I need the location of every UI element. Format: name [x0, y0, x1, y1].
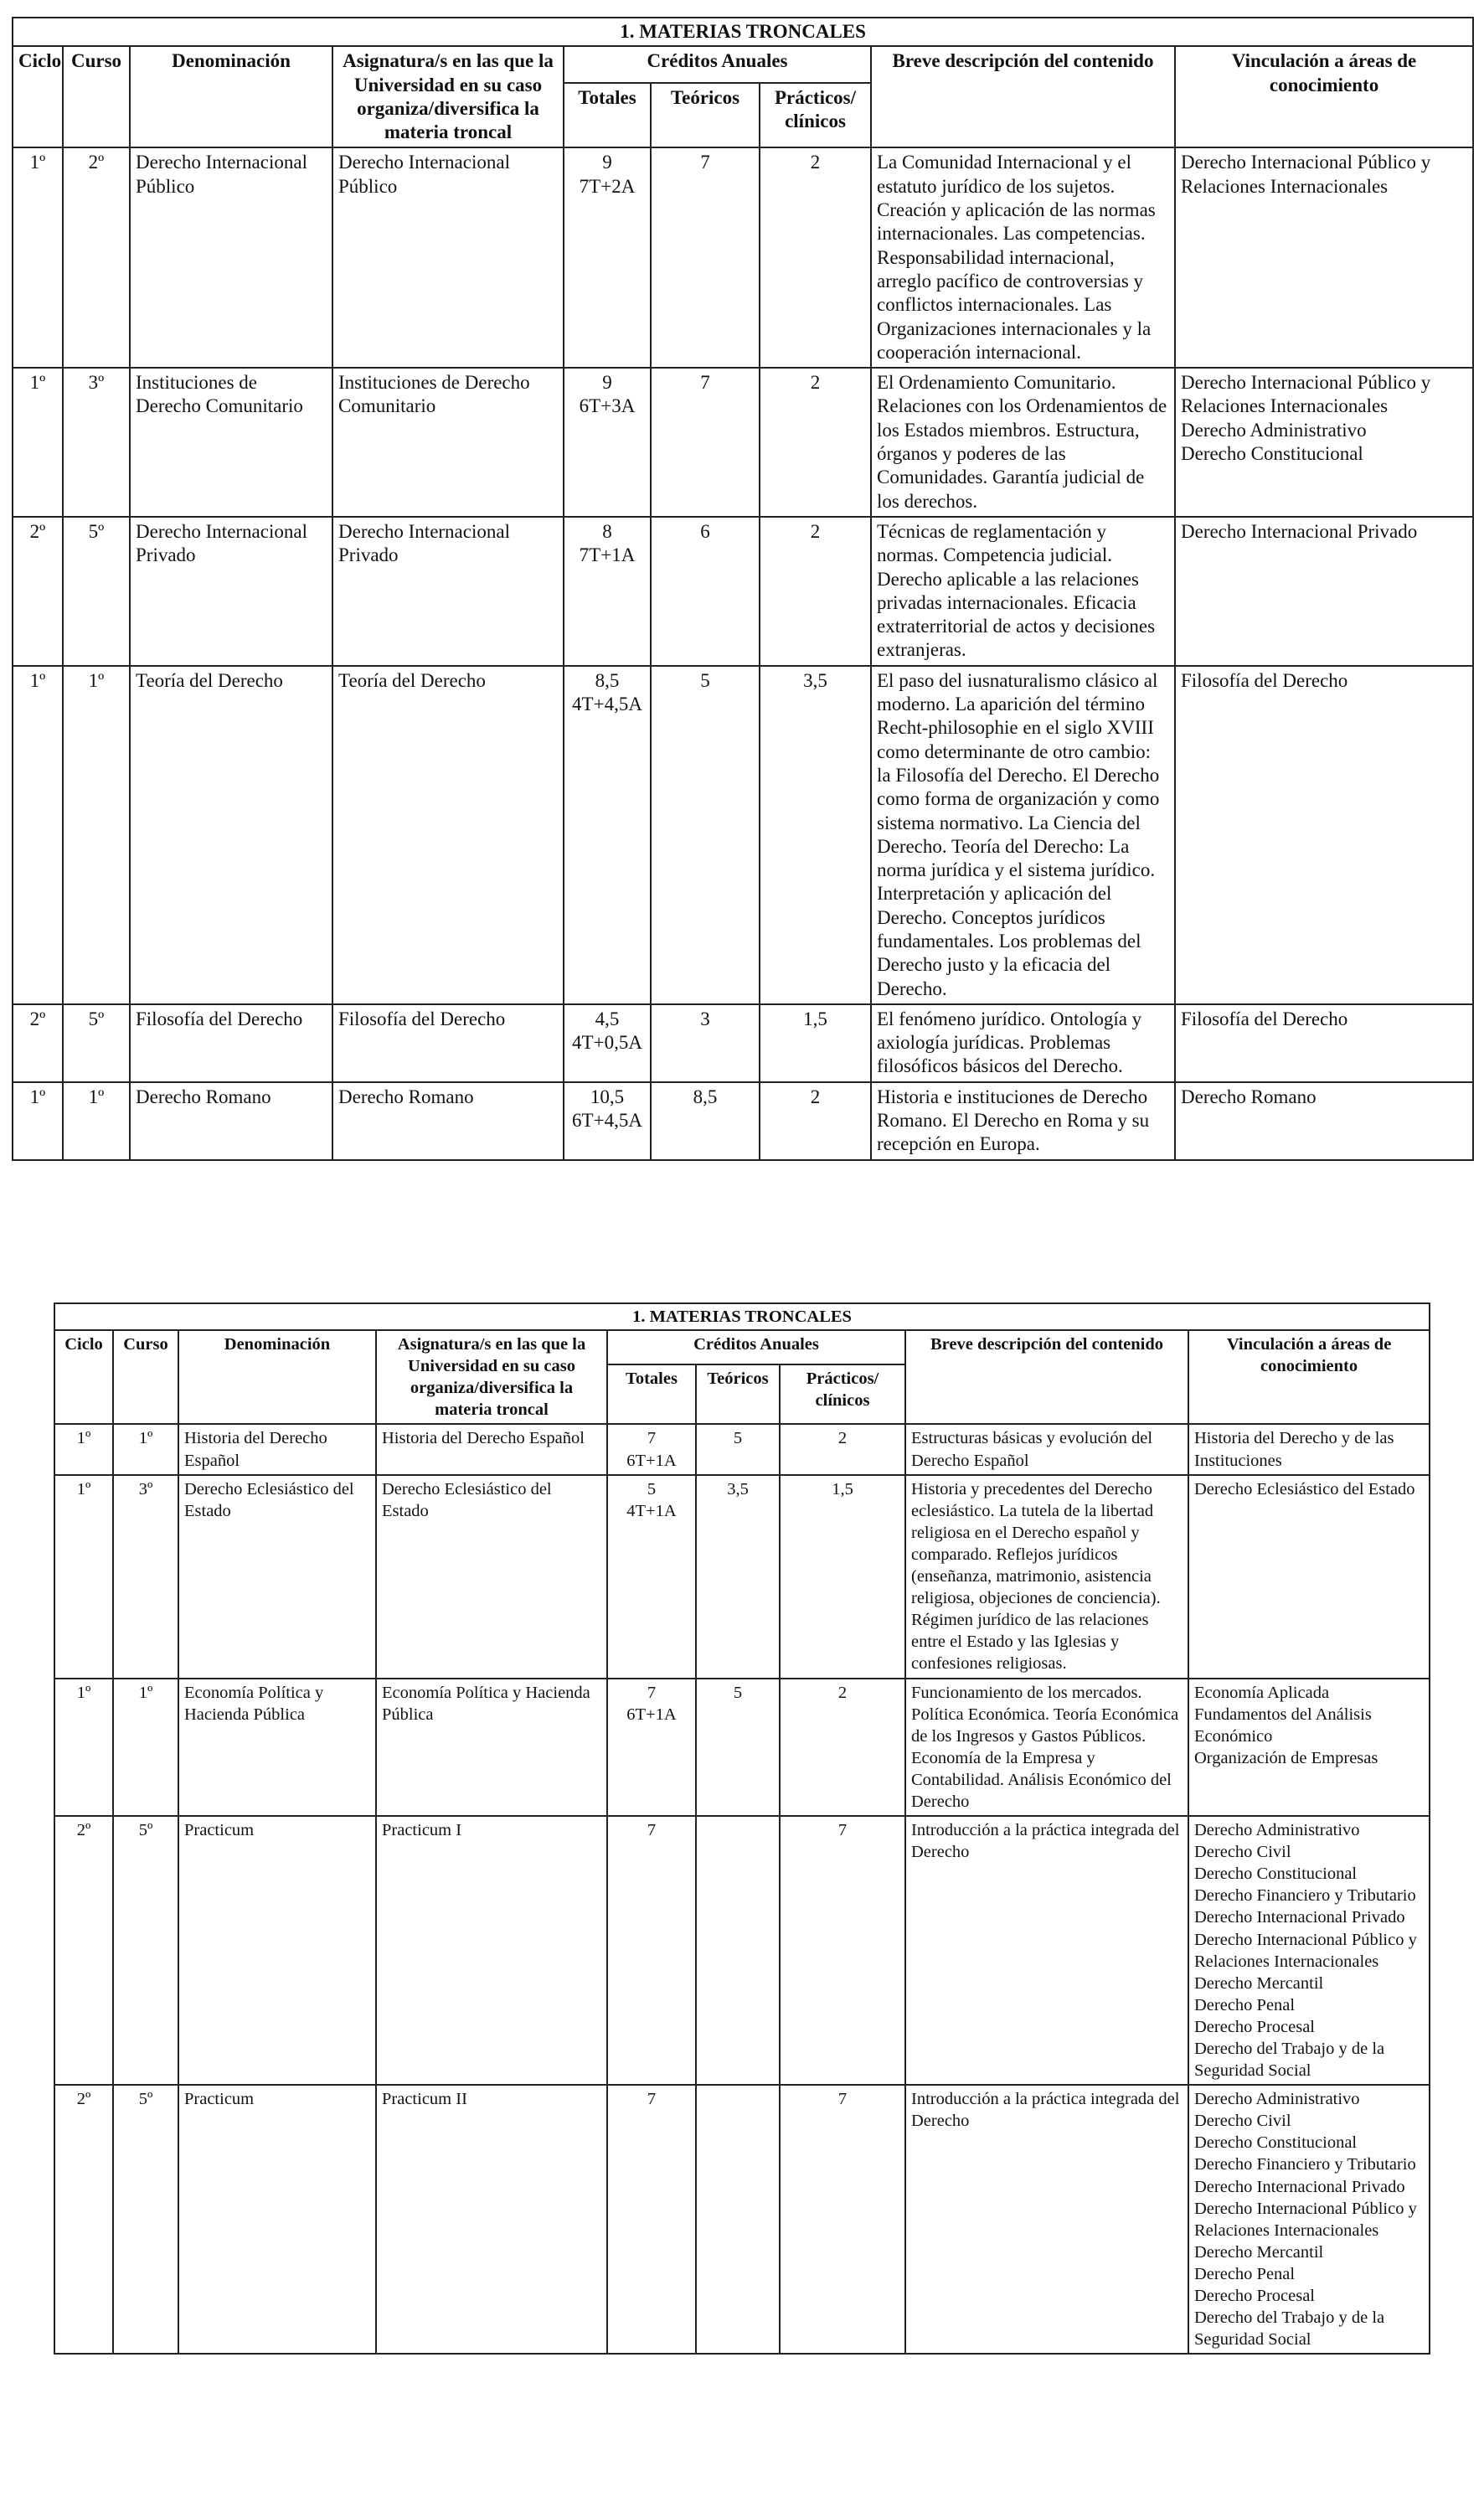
cell-descripcion: El fenómeno jurídico. Ontología y axiología jurídicas. Problemas filosóficos básicos del Derecho. — [871, 1004, 1175, 1082]
cell-teoricos: 7 — [651, 147, 760, 368]
header-totales: Totales — [607, 1364, 696, 1425]
cell-teoricos: 8,5 — [651, 1082, 760, 1160]
cell-descripcion: Técnicas de reglamentación y normas. Competencia judicial. Derecho aplicable a las relaciones privadas internacionales. Eficacia extraterritorial de actos y decisiones extranjeras. — [871, 517, 1175, 666]
cell-denominacion: Filosofía del Derecho — [130, 1004, 332, 1082]
cell-teoricos: 5 — [696, 1679, 780, 1817]
cell-curso: 5º — [63, 1004, 130, 1082]
cell-denominacion: Practicum — [178, 2085, 376, 2354]
table-row — [54, 2085, 1430, 2354]
cell-ciclo: 2º — [13, 517, 63, 666]
cell-descripcion: Funcionamiento de los mercados. Política Económica. Teoría Económica de los Ingresos y Gastos Públicos. Economía de la Empresa y Contabilidad. Análisis Económico del Derecho — [905, 1679, 1188, 1817]
cell-vinculacion: Derecho Internacional Privado — [1175, 517, 1473, 666]
cell-totales: 9 7T+2A — [564, 147, 651, 368]
cell-totales: 7 6T+1A — [607, 1424, 696, 1474]
cell-vinculacion: Derecho Eclesiástico del Estado — [1188, 1475, 1430, 1679]
cell-totales: 7 — [607, 2085, 696, 2354]
cell-denominacion: Economía Política y Hacienda Pública — [178, 1679, 376, 1817]
cell-totales: 10,5 6T+4,5A — [564, 1082, 651, 1160]
table-title: 1. MATERIAS TRONCALES — [54, 1303, 1430, 1330]
cell-teoricos — [696, 1816, 780, 2085]
cell-practicos: 2 — [780, 1679, 905, 1817]
table-title: 1. MATERIAS TRONCALES — [13, 18, 1473, 46]
cell-vinculacion: Derecho Administrativo Derecho Civil Derecho Constitucional Derecho Financiero y Tributario Derecho Internacional Privado Derecho Internacional Público y Relaciones Internacionales Derecho Mercantil Derecho Penal Derecho Procesal Derecho del Trabajo y de la Seguridad Social — [1188, 1816, 1430, 2085]
cell-asignatura: Economía Política y Hacienda Pública — [376, 1679, 607, 1817]
cell-asignatura: Derecho Romano — [332, 1082, 564, 1160]
table-row — [13, 1082, 1473, 1160]
materias-troncales-table-2 — [54, 1302, 1430, 2355]
cell-denominacion: Derecho Internacional Privado — [130, 517, 332, 666]
cell-asignatura: Historia del Derecho Español — [376, 1424, 607, 1474]
header-practicos: Prácticos/ clínicos — [780, 1364, 905, 1425]
cell-vinculacion: Derecho Internacional Público y Relaciones Internacionales — [1175, 147, 1473, 368]
cell-denominacion: Practicum — [178, 1816, 376, 2085]
header-teoricos: Teóricos — [651, 83, 760, 148]
cell-descripcion: Estructuras básicas y evolución del Derecho Español — [905, 1424, 1188, 1474]
header-ciclo: Ciclo — [54, 1330, 113, 1424]
cell-teoricos: 5 — [651, 666, 760, 1004]
cell-teoricos: 3 — [651, 1004, 760, 1082]
cell-denominacion: Historia del Derecho Español — [178, 1424, 376, 1474]
header-curso: Curso — [63, 46, 130, 147]
cell-practicos: 2 — [760, 1082, 871, 1160]
cell-denominacion: Derecho Internacional Público — [130, 147, 332, 368]
cell-ciclo: 1º — [54, 1679, 113, 1817]
cell-curso: 3º — [113, 1475, 178, 1679]
cell-ciclo: 2º — [54, 1816, 113, 2085]
cell-vinculacion: Derecho Romano — [1175, 1082, 1473, 1160]
cell-asignatura: Derecho Internacional Público — [332, 147, 564, 368]
cell-teoricos: 7 — [651, 368, 760, 517]
cell-denominacion: Derecho Romano — [130, 1082, 332, 1160]
cell-asignatura: Practicum I — [376, 1816, 607, 2085]
cell-practicos: 1,5 — [760, 1004, 871, 1082]
header-practicos: Prácticos/ clínicos — [760, 83, 871, 148]
header-asignatura: Asignatura/s en las que la Universidad en su caso organiza/diversifica la materia troncal — [376, 1330, 607, 1424]
cell-practicos: 1,5 — [780, 1475, 905, 1679]
cell-curso: 1º — [63, 1082, 130, 1160]
cell-curso: 5º — [63, 517, 130, 666]
table-row — [54, 1424, 1430, 1474]
cell-practicos: 2 — [760, 368, 871, 517]
table-row — [13, 666, 1473, 1004]
cell-descripcion: Introducción a la práctica integrada del Derecho — [905, 2085, 1188, 2354]
cell-practicos: 2 — [760, 517, 871, 666]
cell-totales: 8 7T+1A — [564, 517, 651, 666]
cell-asignatura: Derecho Internacional Privado — [332, 517, 564, 666]
cell-curso: 3º — [63, 368, 130, 517]
cell-ciclo: 1º — [13, 666, 63, 1004]
header-ciclo: Ciclo — [13, 46, 63, 147]
cell-ciclo: 1º — [54, 1475, 113, 1679]
header-denominacion: Denominación — [130, 46, 332, 147]
table-row — [13, 147, 1473, 368]
cell-curso: 2º — [63, 147, 130, 368]
cell-curso: 5º — [113, 2085, 178, 2354]
cell-vinculacion: Historia del Derecho y de las Instituciones — [1188, 1424, 1430, 1474]
header-asignatura: Asignatura/s en las que la Universidad en su caso organiza/diversifica la materia troncal — [332, 46, 564, 147]
header-descripcion: Breve descripción del contenido — [871, 46, 1175, 147]
table-row — [13, 1004, 1473, 1082]
cell-asignatura: Teoría del Derecho — [332, 666, 564, 1004]
cell-descripcion: Introducción a la práctica integrada del Derecho — [905, 1816, 1188, 2085]
cell-ciclo: 1º — [13, 368, 63, 517]
cell-vinculacion: Filosofía del Derecho — [1175, 666, 1473, 1004]
cell-teoricos — [696, 2085, 780, 2354]
header-vinculacion: Vinculación a áreas de conocimiento — [1175, 46, 1473, 147]
cell-denominacion: Teoría del Derecho — [130, 666, 332, 1004]
materias-troncales-table-1 — [12, 17, 1474, 1161]
cell-asignatura: Instituciones de Derecho Comunitario — [332, 368, 564, 517]
cell-practicos: 3,5 — [760, 666, 871, 1004]
table-row — [54, 1816, 1430, 2085]
cell-vinculacion: Derecho Administrativo Derecho Civil Derecho Constitucional Derecho Financiero y Tributario Derecho Internacional Privado Derecho Internacional Público y Relaciones Internacionales Derecho Mercantil Derecho Penal Derecho Procesal Derecho del Trabajo y de la Seguridad Social — [1188, 2085, 1430, 2354]
table-row — [13, 368, 1473, 517]
header-teoricos: Teóricos — [696, 1364, 780, 1425]
cell-asignatura: Derecho Eclesiástico del Estado — [376, 1475, 607, 1679]
header-creditos: Créditos Anuales — [607, 1330, 905, 1364]
cell-totales: 7 6T+1A — [607, 1679, 696, 1817]
cell-totales: 4,5 4T+0,5A — [564, 1004, 651, 1082]
cell-descripcion: Historia e instituciones de Derecho Romano. El Derecho en Roma y su recepción en Europa. — [871, 1082, 1175, 1160]
cell-totales: 7 — [607, 1816, 696, 2085]
cell-denominacion: Instituciones de Derecho Comunitario — [130, 368, 332, 517]
header-creditos: Créditos Anuales — [564, 46, 871, 83]
cell-descripcion: El paso del iusnaturalismo clásico al moderno. La aparición del término Recht-philosophie en el siglo XVIII como determinante de otro cambio: la Filosofía del Derecho. El Derecho como forma de organización y como sistema normativo. La Ciencia del Derecho. Teoría del Derecho: La norma jurídica y el sistema jurídico. Interpretación y aplicación del Derecho. Conceptos jurídicos fundamentales. Los problemas del Derecho justo y la eficacia del Derecho. — [871, 666, 1175, 1004]
cell-totales: 8,5 4T+4,5A — [564, 666, 651, 1004]
cell-vinculacion: Filosofía del Derecho — [1175, 1004, 1473, 1082]
cell-practicos: 7 — [780, 1816, 905, 2085]
cell-teoricos: 6 — [651, 517, 760, 666]
table-row — [54, 1475, 1430, 1679]
cell-asignatura: Practicum II — [376, 2085, 607, 2354]
cell-descripcion: El Ordenamiento Comunitario. Relaciones con los Ordenamientos de los Estados miembros. Estructura, órganos y poderes de las Comunidades. Garantía judicial de los derechos. — [871, 368, 1175, 517]
cell-curso: 1º — [113, 1424, 178, 1474]
cell-teoricos: 5 — [696, 1424, 780, 1474]
header-totales: Totales — [564, 83, 651, 148]
cell-totales: 5 4T+1A — [607, 1475, 696, 1679]
cell-curso: 1º — [113, 1679, 178, 1817]
table-row — [54, 1679, 1430, 1817]
header-denominacion: Denominación — [178, 1330, 376, 1424]
cell-ciclo: 2º — [13, 1004, 63, 1082]
cell-ciclo: 1º — [13, 1082, 63, 1160]
header-vinculacion: Vinculación a áreas de conocimiento — [1188, 1330, 1430, 1424]
cell-curso: 5º — [113, 1816, 178, 2085]
cell-practicos: 7 — [780, 2085, 905, 2354]
header-curso: Curso — [113, 1330, 178, 1424]
cell-descripcion: La Comunidad Internacional y el estatuto jurídico de los sujetos. Creación y aplicación de las normas internacionales. Las competencias. Responsabilidad internacional, arreglo pacífico de controversias y conflictos internacionales. Las Organizaciones internacionales y la cooperación internacional. — [871, 147, 1175, 368]
cell-practicos: 2 — [780, 1424, 905, 1474]
cell-denominacion: Derecho Eclesiástico del Estado — [178, 1475, 376, 1679]
header-descripcion: Breve descripción del contenido — [905, 1330, 1188, 1424]
cell-curso: 1º — [63, 666, 130, 1004]
cell-practicos: 2 — [760, 147, 871, 368]
cell-totales: 9 6T+3A — [564, 368, 651, 517]
cell-teoricos: 3,5 — [696, 1475, 780, 1679]
table-row — [13, 517, 1473, 666]
cell-descripcion: Historia y precedentes del Derecho eclesiástico. La tutela de la libertad religiosa en el Derecho español y comparado. Reflejos jurídicos (enseñanza, matrimonio, asistencia religiosa, objeciones de conciencia). Régimen jurídico de las relaciones entre el Estado y las Iglesias y confesiones religiosas. — [905, 1475, 1188, 1679]
cell-ciclo: 1º — [13, 147, 63, 368]
cell-vinculacion: Derecho Internacional Público y Relaciones Internacionales Derecho Administrativo Derecho Constitucional — [1175, 368, 1473, 517]
cell-vinculacion: Economía Aplicada Fundamentos del Análisis Económico Organización de Empresas — [1188, 1679, 1430, 1817]
cell-asignatura: Filosofía del Derecho — [332, 1004, 564, 1082]
cell-ciclo: 2º — [54, 2085, 113, 2354]
cell-ciclo: 1º — [54, 1424, 113, 1474]
